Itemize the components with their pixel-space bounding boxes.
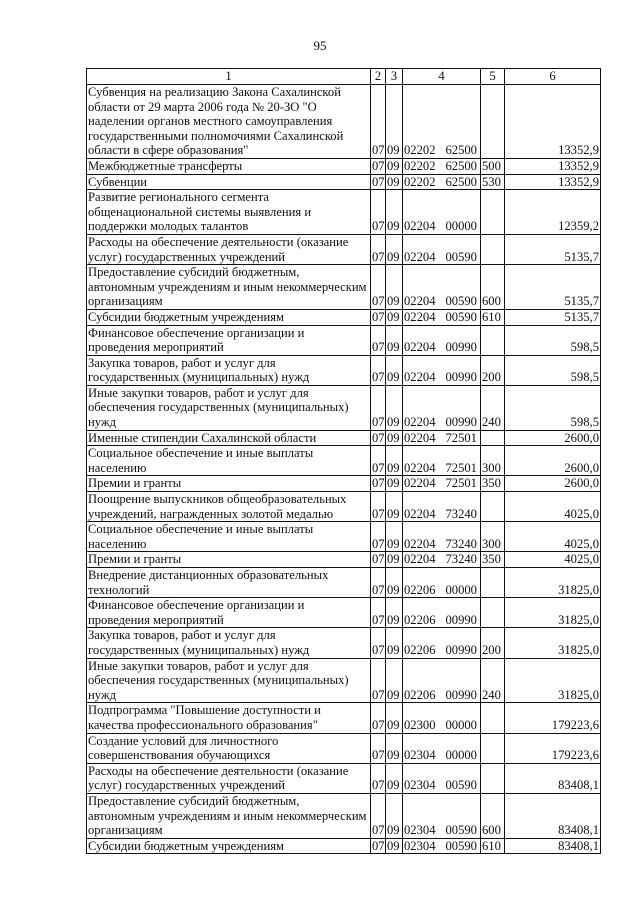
- target-article-direction: 62500: [445, 158, 477, 173]
- row-expense-type: [481, 85, 505, 159]
- row-target-article: [403, 309, 481, 325]
- target-article-direction: 00000: [445, 582, 477, 597]
- row-name: Премии и гранты: [87, 476, 371, 492]
- target-article-direction: 00990: [445, 612, 477, 627]
- row-expense-type: [481, 763, 505, 793]
- row-expense-type: 240: [481, 385, 505, 430]
- row-expense-type: [481, 568, 505, 598]
- target-article-program: 02206: [404, 582, 436, 597]
- row-target-article: [403, 234, 481, 264]
- target-article-program: 02202: [404, 143, 436, 158]
- row-section: 07: [371, 190, 386, 235]
- row-name: Создание условий для личностного совершенствования обучающихся: [87, 733, 371, 763]
- target-article-direction: 73240: [445, 506, 477, 521]
- column-header: 2: [371, 69, 386, 85]
- target-article-program: 02204: [404, 415, 436, 430]
- target-article-program: 02204: [404, 506, 436, 521]
- target-article-direction: 00000: [445, 219, 477, 234]
- row-expense-type: 200: [481, 628, 505, 658]
- row-name: Иные закупки товаров, работ и услуг для обеспечения государственных (муниципальных) нужд: [87, 385, 371, 430]
- row-expense-type: 300: [481, 446, 505, 476]
- target-article-direction: 72501: [445, 430, 477, 445]
- table-row: [87, 793, 601, 838]
- row-amount: 179223,6: [505, 703, 601, 733]
- row-subsection: 09: [386, 492, 403, 522]
- row-section: 07: [371, 234, 386, 264]
- row-amount: 2600,0: [505, 446, 601, 476]
- row-subsection: 09: [386, 733, 403, 763]
- row-subsection: 09: [386, 355, 403, 385]
- row-expense-type: 610: [481, 838, 505, 854]
- table-row: [87, 85, 601, 159]
- row-subsection: 09: [386, 234, 403, 264]
- row-expense-type: 600: [481, 265, 505, 310]
- row-name: Социальное обеспечение и иные выплаты населению: [87, 522, 371, 552]
- row-target-article: [403, 793, 481, 838]
- row-expense-type: 200: [481, 355, 505, 385]
- target-article-program: 02206: [404, 642, 436, 657]
- row-subsection: 09: [386, 703, 403, 733]
- row-target-article: [403, 355, 481, 385]
- row-name: Расходы на обеспечение деятельности (оказание услуг) государственных учреждений: [87, 763, 371, 793]
- row-section: 07: [371, 598, 386, 628]
- row-subsection: 09: [386, 793, 403, 838]
- row-amount: 13352,9: [505, 174, 601, 190]
- target-article-program: 02304: [404, 748, 436, 763]
- row-amount: 4025,0: [505, 552, 601, 568]
- row-subsection: 09: [386, 838, 403, 854]
- row-expense-type: [481, 492, 505, 522]
- row-expense-type: 350: [481, 552, 505, 568]
- row-amount: 598,5: [505, 385, 601, 430]
- row-subsection: 09: [386, 265, 403, 310]
- target-article-direction: 72501: [445, 460, 477, 475]
- row-section: 07: [371, 446, 386, 476]
- row-subsection: 09: [386, 446, 403, 476]
- row-amount: 4025,0: [505, 522, 601, 552]
- target-article-direction: 00590: [445, 823, 477, 838]
- row-expense-type: [481, 234, 505, 264]
- row-expense-type: [481, 598, 505, 628]
- target-article-direction: 00990: [445, 370, 477, 385]
- target-article-direction: 00000: [445, 748, 477, 763]
- target-article-direction: 00590: [445, 778, 477, 793]
- row-name: Субвенции: [87, 174, 371, 190]
- row-expense-type: [481, 703, 505, 733]
- page-number: 95: [313, 38, 327, 53]
- row-section: 07: [371, 793, 386, 838]
- row-target-article: [403, 385, 481, 430]
- row-target-article: [403, 838, 481, 854]
- column-header: 5: [481, 69, 505, 85]
- column-header: 3: [386, 69, 403, 85]
- target-article-program: 02206: [404, 687, 436, 702]
- row-name: Подпрограмма "Повышение доступности и качества профессионального образования": [87, 703, 371, 733]
- table-row: [87, 598, 601, 628]
- column-header: 6: [505, 69, 601, 85]
- target-article-direction: 73240: [445, 552, 477, 567]
- row-target-article: [403, 568, 481, 598]
- row-name: Развитие регионального сегмента общенациональной системы выявления и поддержки молодых талантов: [87, 190, 371, 235]
- row-amount: 2600,0: [505, 430, 601, 446]
- row-target-article: [403, 430, 481, 446]
- row-expense-type: [481, 325, 505, 355]
- row-subsection: 09: [386, 430, 403, 446]
- row-name: Закупка товаров, работ и услуг для государственных (муниципальных) нужд: [87, 628, 371, 658]
- column-header: 1: [87, 69, 371, 85]
- target-article-direction: 00590: [445, 294, 477, 309]
- target-article-direction: 73240: [445, 536, 477, 551]
- target-article-direction: 00590: [445, 838, 477, 853]
- row-section: 07: [372, 430, 385, 445]
- target-article-program: 02204: [404, 430, 436, 445]
- target-article-program: 02202: [404, 158, 436, 173]
- row-name: Премии и гранты: [87, 552, 371, 568]
- target-article-program: 02204: [404, 552, 436, 567]
- row-target-article: [403, 492, 481, 522]
- target-article-direction: 72501: [445, 476, 477, 491]
- row-name: Внедрение дистанционных образовательных технологий: [87, 568, 371, 598]
- table-body: [87, 85, 601, 854]
- row-name: Финансовое обеспечение организации и проведения мероприятий: [87, 325, 371, 355]
- row-expense-type: 350: [481, 476, 505, 492]
- target-article-program: 02300: [404, 717, 436, 732]
- row-amount: 13352,9: [505, 158, 601, 174]
- target-article-program: 02204: [404, 340, 436, 355]
- row-amount: 31825,0: [505, 658, 601, 703]
- target-article-program: 02204: [404, 219, 436, 234]
- row-target-article: [403, 522, 481, 552]
- row-name: Расходы на обеспечение деятельности (оказание услуг) государственных учреждений: [87, 234, 371, 264]
- table-row: [87, 385, 601, 430]
- table-row: [87, 325, 601, 355]
- row-subsection: 09: [386, 568, 403, 598]
- row-amount: 83408,1: [505, 763, 601, 793]
- target-article-program: 02204: [404, 536, 436, 551]
- row-target-article: [403, 598, 481, 628]
- row-subsection: 09: [386, 628, 403, 658]
- row-name: Именные стипендии Сахалинской области: [87, 430, 371, 446]
- row-section: 07: [371, 733, 386, 763]
- row-section: 07: [372, 309, 385, 324]
- table-row: [87, 355, 601, 385]
- target-article-program: 02202: [404, 174, 436, 189]
- row-name: Социальное обеспечение и иные выплаты населению: [87, 446, 371, 476]
- row-target-article: [403, 174, 481, 190]
- target-article-program: 02204: [404, 309, 436, 324]
- target-article-direction: 62500: [445, 174, 477, 189]
- row-section: 07: [371, 703, 386, 733]
- row-subsection: 09: [386, 552, 403, 568]
- target-article-program: 02304: [404, 778, 436, 793]
- target-article-direction: 00990: [445, 687, 477, 702]
- row-name: Субсидии бюджетным учреждениям: [87, 838, 371, 854]
- row-amount: 83408,1: [505, 793, 601, 838]
- table-row: [87, 703, 601, 733]
- row-section: 07: [372, 838, 385, 853]
- row-section: 07: [372, 476, 385, 491]
- row-expense-type: 530: [481, 174, 505, 190]
- row-section: 07: [371, 658, 386, 703]
- target-article-direction: 00590: [445, 309, 477, 324]
- row-name: Субсидии бюджетным учреждениям: [87, 309, 371, 325]
- row-expense-type: [481, 733, 505, 763]
- target-article-program: 02304: [404, 823, 436, 838]
- row-amount: 5135,7: [505, 265, 601, 310]
- row-name: Финансовое обеспечение организации и проведения мероприятий: [87, 598, 371, 628]
- table-row: [87, 476, 601, 492]
- target-article-direction: 00990: [445, 415, 477, 430]
- target-article-program: 02204: [404, 476, 436, 491]
- row-amount: 31825,0: [505, 568, 601, 598]
- row-target-article: [403, 733, 481, 763]
- row-subsection: 09: [386, 325, 403, 355]
- target-article-direction: 00590: [445, 249, 477, 264]
- row-section: 07: [371, 355, 386, 385]
- row-subsection: 09: [386, 190, 403, 235]
- row-amount: 31825,0: [505, 628, 601, 658]
- row-expense-type: [481, 190, 505, 235]
- row-amount: 179223,6: [505, 733, 601, 763]
- row-amount: 2600,0: [505, 476, 601, 492]
- table-row: [87, 763, 601, 793]
- row-target-article: [403, 446, 481, 476]
- table-row: [87, 628, 601, 658]
- table-row: [87, 158, 601, 174]
- row-target-article: [403, 476, 481, 492]
- target-article-direction: 00990: [445, 340, 477, 355]
- row-section: 07: [372, 174, 385, 189]
- row-subsection: 09: [386, 476, 403, 492]
- row-amount: 4025,0: [505, 492, 601, 522]
- row-subsection: 09: [386, 385, 403, 430]
- row-amount: 5135,7: [505, 234, 601, 264]
- row-name: Поощрение выпускников общеобразовательных учреждений, награжденных золотой медалью: [87, 492, 371, 522]
- row-expense-type: 600: [481, 793, 505, 838]
- table-row: [87, 568, 601, 598]
- row-amount: 598,5: [505, 355, 601, 385]
- row-section: 07: [371, 492, 386, 522]
- row-amount: 13352,9: [505, 85, 601, 159]
- row-target-article: [403, 703, 481, 733]
- row-section: 07: [371, 385, 386, 430]
- row-subsection: 09: [386, 598, 403, 628]
- target-article-direction: 00990: [445, 642, 477, 657]
- row-section: 07: [372, 158, 385, 173]
- row-subsection: 09: [386, 763, 403, 793]
- row-target-article: [403, 552, 481, 568]
- table-row: [87, 522, 601, 552]
- row-name: Предоставление субсидий бюджетным, автономным учреждениям и иным некоммерческим организациям: [87, 793, 371, 838]
- row-expense-type: 610: [481, 309, 505, 325]
- row-section: 07: [371, 522, 386, 552]
- row-expense-type: 240: [481, 658, 505, 703]
- row-name: Субвенция на реализацию Закона Сахалинской области от 29 марта 2006 года № 20-ЗО "О наделении органов местного самоуправления государственными полномочиями Сахалинской области в сфере образования": [87, 85, 371, 159]
- row-target-article: [403, 325, 481, 355]
- table-row: [87, 265, 601, 310]
- target-article-direction: 62500: [445, 143, 477, 158]
- target-article-program: 02204: [404, 370, 436, 385]
- row-target-article: [403, 658, 481, 703]
- target-article-program: 02204: [404, 460, 436, 475]
- table-row: [87, 430, 601, 446]
- target-article-program: 02204: [404, 294, 436, 309]
- row-subsection: 09: [386, 658, 403, 703]
- row-section: 07: [372, 552, 385, 567]
- row-section: 07: [371, 763, 386, 793]
- row-target-article: [403, 628, 481, 658]
- row-section: 07: [371, 325, 386, 355]
- table-row: [87, 552, 601, 568]
- row-target-article: [403, 190, 481, 235]
- row-name: Предоставление субсидий бюджетным, автономным учреждениям и иным некоммерческим организациям: [87, 265, 371, 310]
- target-article-direction: 00000: [445, 717, 477, 732]
- row-section: 07: [371, 568, 386, 598]
- column-header: 4: [403, 69, 481, 85]
- row-name: Закупка товаров, работ и услуг для государственных (муниципальных) нужд: [87, 355, 371, 385]
- target-article-program: 02206: [404, 612, 436, 627]
- table-header-row: [87, 69, 601, 85]
- row-amount: 12359,2: [505, 190, 601, 235]
- row-amount: 31825,0: [505, 598, 601, 628]
- row-expense-type: [481, 430, 505, 446]
- row-name: Межбюджетные трансферты: [87, 158, 371, 174]
- row-subsection: 09: [386, 85, 403, 159]
- row-target-article: [403, 265, 481, 310]
- target-article-program: 02304: [404, 838, 436, 853]
- table-row: [87, 174, 601, 190]
- row-amount: 5135,7: [505, 309, 601, 325]
- row-expense-type: 500: [481, 158, 505, 174]
- row-target-article: [403, 763, 481, 793]
- table-row: [87, 838, 601, 854]
- budget-table: [86, 68, 601, 854]
- row-subsection: 09: [386, 174, 403, 190]
- table-row: [87, 446, 601, 476]
- row-subsection: 09: [386, 522, 403, 552]
- row-subsection: 09: [386, 309, 403, 325]
- table-row: [87, 733, 601, 763]
- row-amount: 598,5: [505, 325, 601, 355]
- table-row: [87, 234, 601, 264]
- row-target-article: [403, 158, 481, 174]
- table-row: [87, 492, 601, 522]
- table-row: [87, 658, 601, 703]
- row-subsection: 09: [386, 158, 403, 174]
- row-amount: 83408,1: [505, 838, 601, 854]
- row-section: 07: [371, 628, 386, 658]
- row-expense-type: 300: [481, 522, 505, 552]
- table-row: [87, 190, 601, 235]
- table-row: [87, 309, 601, 325]
- row-section: 07: [371, 265, 386, 310]
- row-name: Иные закупки товаров, работ и услуг для обеспечения государственных (муниципальных) нужд: [87, 658, 371, 703]
- row-section: 07: [371, 85, 386, 159]
- target-article-program: 02204: [404, 249, 436, 264]
- row-target-article: [403, 85, 481, 159]
